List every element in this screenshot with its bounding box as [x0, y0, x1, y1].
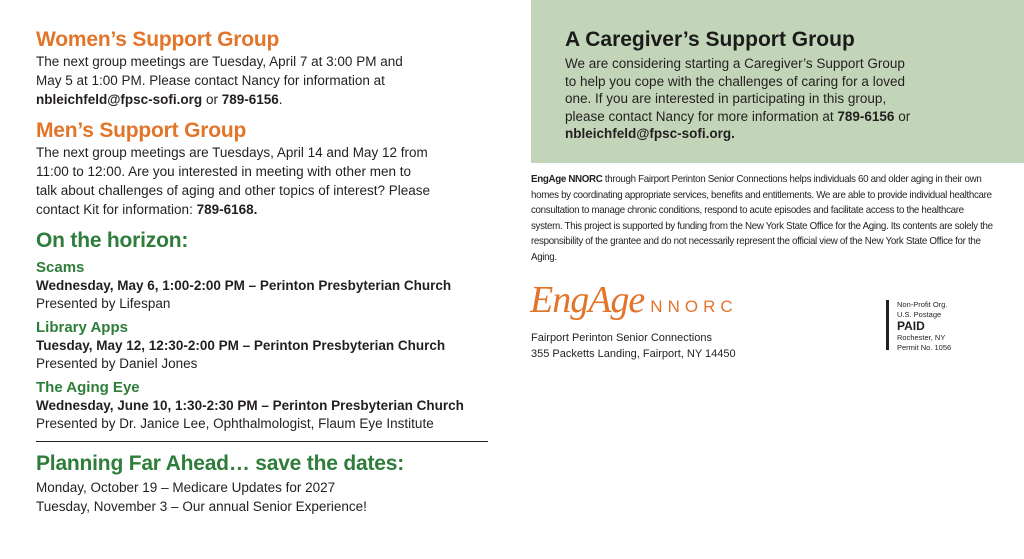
caregiver-line1: We are considering starting a Caregiver’s Support Group	[565, 56, 905, 71]
caregiver-line2: to help you cope with the challenges of caring for a loved	[565, 73, 905, 89]
event-item	[36, 379, 516, 433]
womens-title: Women’s Support Group	[36, 28, 280, 51]
planning-section	[36, 452, 516, 516]
permit-line4: Permit No. 1056	[897, 343, 952, 352]
logo-word: EngAge	[530, 279, 645, 321]
womens-section	[36, 28, 516, 109]
event-when: Wednesday, June 10, 1:30-2:30 PM – Perinton Presbyterian Church	[36, 398, 464, 413]
mens-line1: The next group meetings are Tuesdays, April 14 and May 12 from	[36, 145, 428, 160]
womens-phone: 789-6156	[221, 92, 279, 107]
left-column	[36, 28, 516, 516]
womens-email[interactable]: nbleichfeld@fpsc-sofi.org	[36, 92, 203, 107]
womens-or: or	[202, 92, 222, 107]
postage-permit	[886, 300, 951, 350]
engage-description	[531, 172, 996, 265]
engage-text: through Fairport Perinton Senior Connections helps individuals 60 and older aging in their own homes by coordinating appropriate services, benefits and entitlements. We are able to provide individual healthcare consultation to manage chronic conditions, respond to acute episodes and facilitate access to the healthcare system. This project is supported by funding from the New York State Office for the Aging. Its contents are solely the responsibility of the grantee and do not necessarily represent the official view of the New York State Office for the Aging.	[531, 173, 993, 263]
womens-line1: The next group meetings are Tuesday, April 7 at 3:00 PM and	[36, 54, 403, 69]
mens-line2: 11:00 to 12:00. Are you interested in meeting with other men to	[36, 164, 411, 179]
event-presenter: Presented by Daniel Jones	[36, 356, 198, 371]
org-name: Fairport Perinton Senior Connections	[531, 332, 712, 344]
permit-paid: PAID	[897, 319, 925, 333]
logo-suffix: NNORC	[650, 297, 738, 316]
event-when: Tuesday, May 12, 12:30-2:00 PM – Perinton Presbyterian Church	[36, 338, 446, 353]
planning-line2: Tuesday, November 3 – Our annual Senior Experience!	[36, 499, 367, 514]
caregiver-phone: 789-6156	[837, 108, 895, 124]
horizon-title: On the horizon:	[36, 229, 189, 252]
event-presenter: Presented by Lifespan	[36, 296, 171, 311]
engage-logo	[530, 280, 738, 320]
mens-phone: 789-6168.	[196, 202, 258, 217]
horizon-section	[36, 229, 516, 433]
mens-line3: talk about challenges of aging and other topics of interest? Please	[36, 183, 431, 198]
engage-lead: EngAge NNORC	[531, 173, 603, 185]
mens-section	[36, 119, 516, 219]
caregiver-email[interactable]: nbleichfeld@fpsc-sofi.org.	[565, 126, 735, 141]
permit-line3: Rochester, NY	[897, 333, 946, 342]
caregiver-content	[565, 28, 985, 143]
event-name: The Aging Eye	[36, 379, 140, 396]
mens-text	[36, 143, 516, 219]
planning-title: Planning Far Ahead… save the dates:	[36, 452, 404, 475]
caregiver-line4: please contact Nancy for more information at	[565, 108, 838, 124]
mens-title: Men’s Support Group	[36, 119, 247, 142]
caregiver-or: or	[894, 108, 911, 124]
planning-line1: Monday, October 19 – Medicare Updates for 2027	[36, 480, 336, 495]
event-when: Wednesday, May 6, 1:00-2:00 PM – Perinton Presbyterian Church	[36, 278, 452, 293]
section-divider	[36, 441, 488, 442]
event-name: Library Apps	[36, 319, 128, 336]
womens-line2: May 5 at 1:00 PM. Please contact Nancy for information at	[36, 73, 385, 88]
event-name: Scams	[36, 259, 85, 276]
caregiver-box	[531, 0, 1024, 163]
permit-line2: U.S. Postage	[897, 310, 942, 319]
planning-text	[36, 478, 516, 516]
event-item	[36, 259, 516, 313]
caregiver-text	[565, 55, 985, 143]
caregiver-line3: one. If you are interested in participating in this group,	[565, 91, 887, 106]
event-item	[36, 319, 516, 373]
mens-line4: contact Kit for information:	[36, 202, 197, 217]
event-presenter: Presented by Dr. Janice Lee, Ophthalmologist, Flaum Eye Institute	[36, 416, 434, 431]
permit-line1: Non-Profit Org.	[897, 300, 948, 309]
caregiver-title: A Caregiver’s Support Group	[565, 28, 855, 51]
return-address	[531, 330, 736, 362]
womens-end: .	[278, 92, 283, 107]
womens-text	[36, 52, 516, 109]
org-address: 355 Packetts Landing, Fairport, NY 14450	[531, 348, 736, 360]
